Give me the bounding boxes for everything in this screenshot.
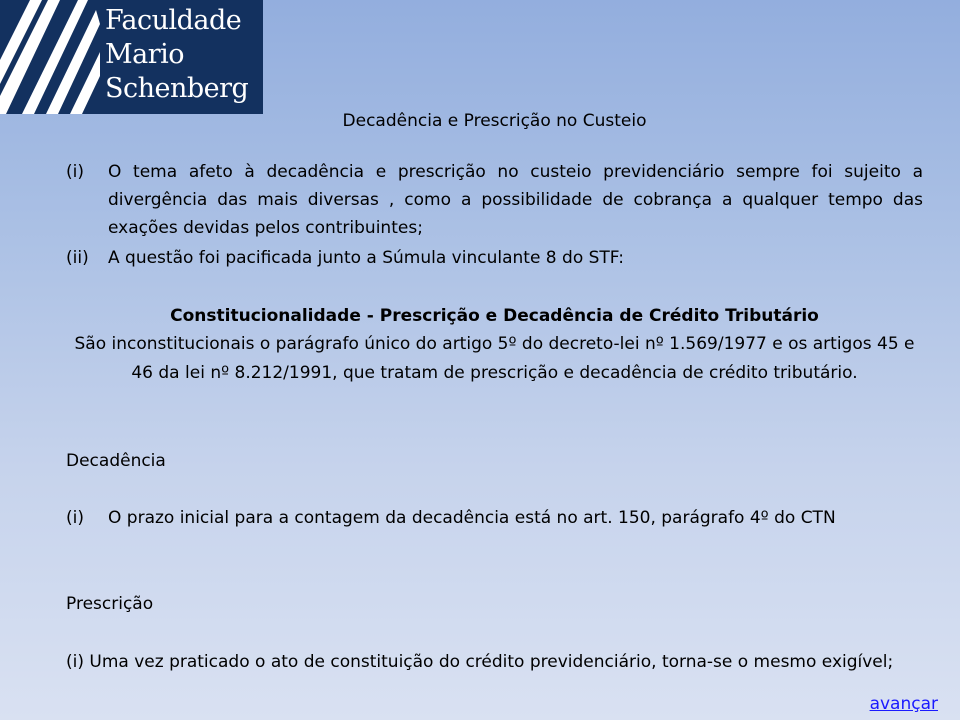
list-item — [66, 504, 923, 532]
faculty-logo — [0, 0, 263, 114]
list-item — [66, 158, 923, 242]
logo-line-2: Mario — [105, 39, 185, 70]
logo-wordmark — [105, 4, 248, 106]
sumula-title: Constitucionalidade - Prescrição e Decadência de Crédito Tributário — [170, 306, 819, 326]
item-text: O prazo inicial para a contagem da decadência está no art. 150, parágrafo 4º do CTN — [108, 508, 836, 528]
logo-line-1: Faculdade — [105, 5, 242, 36]
decadencia-heading: Decadência — [66, 451, 166, 471]
next-link[interactable]: avançar — [869, 694, 938, 714]
logo-stripes-icon — [0, 0, 110, 114]
logo-line-3: Schenberg — [105, 73, 249, 104]
item-text: O tema afeto à decadência e prescrição no custeio previdenciário sempre foi sujeito a divergência das mais diversas , como a possibilidade de cobrança a qualquer tempo das exações devidas pelos contribuintes; — [108, 162, 923, 238]
item-text: A questão foi pacificada junto a Súmula vinculante 8 do STF: — [108, 248, 624, 268]
slide-title: Decadência e Prescrição no Custeio — [342, 111, 647, 131]
sumula-body: São inconstitucionais o parágrafo único do artigo 5º do decreto-lei nº 1.569/1977 e os artigos 45 e 46 da lei nº 8.212/1991, que tratam de prescrição e decadência de crédito tributário. — [74, 334, 915, 383]
item-number: (i) — [66, 508, 84, 528]
prescricao-item: (i) Uma vez praticado o ato de constituição do crédito previdenciário, torna-se o mesmo exigível; — [66, 652, 894, 672]
item-number: (ii) — [66, 248, 89, 268]
item-number: (i) — [66, 162, 84, 182]
prescricao-heading: Prescrição — [66, 594, 154, 614]
list-item — [66, 244, 923, 272]
